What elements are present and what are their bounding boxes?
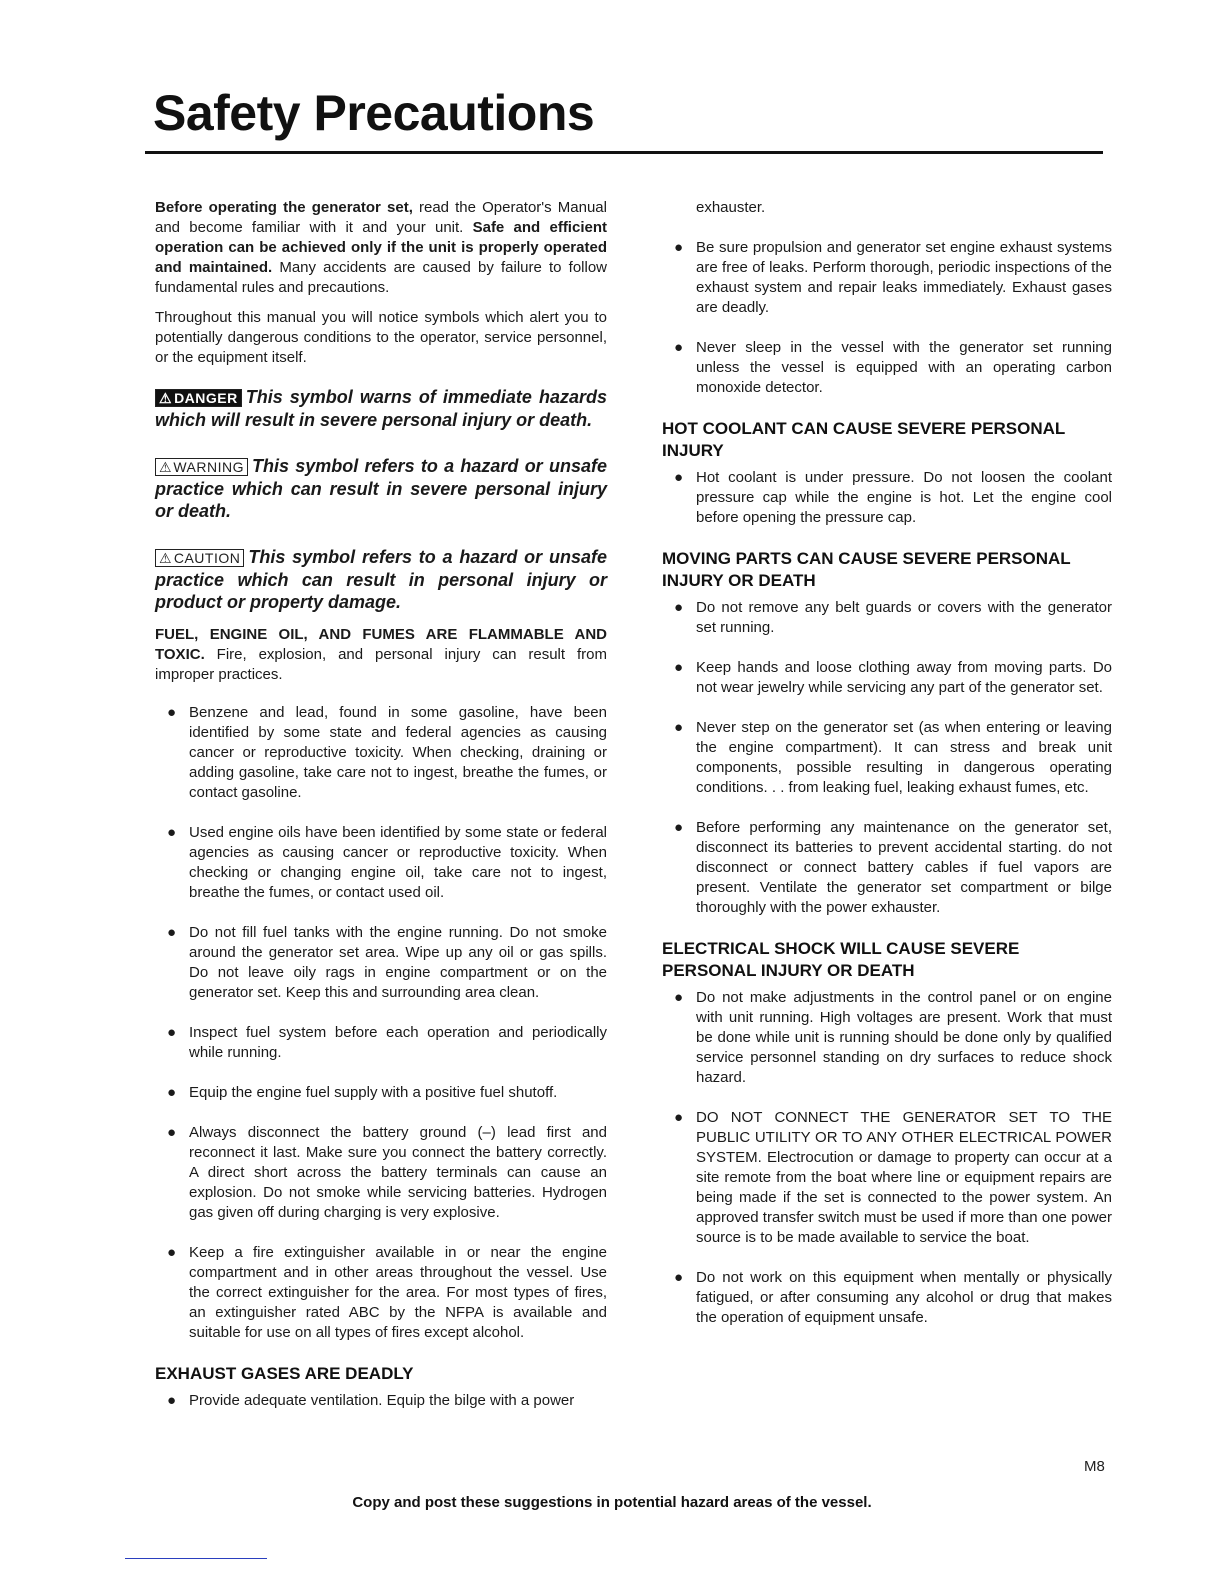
- bullet-icon: ●: [167, 1124, 177, 1141]
- fuel-text: Fire, explosion, and personal injury can result from improper practices.: [155, 646, 607, 683]
- symbols-intro-paragraph: Throughout this manual you will notice symbols which alert you to potentially dangerous conditions to the operator, service personnel, or the equipment itself.: [155, 309, 607, 366]
- bullet-icon: ●: [674, 659, 684, 676]
- moving-parts-heading: MOVING PARTS CAN CAUSE SEVERE PERSONAL INJURY OR DEATH: [662, 549, 1071, 590]
- warning-text: This symbol refers to a hazard or unsafe practice which can result in severe personal injury or death.: [155, 456, 607, 521]
- bullet-icon: ●: [674, 339, 684, 356]
- bullet-icon: ●: [167, 824, 177, 841]
- list-item: ● Do not work on this equipment when mentally or physically fatigued, or after consuming any alcohol or drug that makes the operation of equipment unsafe.: [674, 1269, 1112, 1326]
- bullet-icon: ●: [674, 1269, 684, 1286]
- electrical-bullet-list: [662, 988, 1112, 1328]
- list-item: ● Hot coolant is under pressure. Do not loosen the coolant pressure cap while the engine is hot. Let the engine cool before opening the pressure cap.: [674, 469, 1112, 526]
- list-item: ● Before performing any maintenance on the generator set, disconnect its batteries to prevent accidental starting. do not disconnect or connect battery cables if fuel vapors are present. Ventilate the generator set compartment or bilge thoroughly with the power exhauster.: [674, 819, 1112, 916]
- moving-parts-bullet-list: [662, 598, 1112, 918]
- bullet-icon: ●: [674, 819, 684, 836]
- footer-note: Copy and post these suggestions in potential hazard areas of the vessel.: [352, 1494, 872, 1511]
- intro-text-1: read the Operator's Manual and become familiar with it and your unit.: [155, 199, 607, 236]
- caution-text: This symbol refers to a hazard or unsafe practice which can result in personal injury or product or property damage.: [155, 547, 607, 612]
- bullet-icon: ●: [674, 719, 684, 736]
- list-item: ● Provide adequate ventilation. Equip the bilge with a power: [167, 1392, 575, 1409]
- list-item: ● Do not fill fuel tanks with the engine running. Do not smoke around the generator set area. Wipe up any oil or gas spills. Do not leave oily rags in engine compartment or on the generator set. Keep this and surrounding area clean.: [167, 924, 607, 1001]
- intro-paragraph: [155, 198, 607, 298]
- list-item: ● Inspect fuel system before each operation and periodically while running.: [167, 1024, 607, 1061]
- danger-label: ⚠DANGER: [155, 389, 242, 407]
- exhaust-bullet-list: [662, 238, 1112, 398]
- exhaust-heading: EXHAUST GASES ARE DEADLY: [155, 1364, 414, 1383]
- intro-bold-2: Safe and efficient operation can be achieved only if the unit is properly operated and maintained.: [155, 219, 607, 276]
- bullet-icon: ●: [167, 704, 177, 721]
- warning-label: ⚠WARNING: [155, 458, 248, 476]
- bullet-icon: ●: [674, 599, 684, 616]
- bullet-icon: ●: [167, 1392, 177, 1409]
- bullet-icon: ●: [167, 1084, 177, 1101]
- electrical-heading: ELECTRICAL SHOCK WILL CAUSE SEVERE PERSONAL INJURY OR DEATH: [662, 939, 1020, 980]
- caution-label: ⚠CAUTION: [155, 549, 244, 567]
- coolant-bullet-list: [662, 468, 1112, 528]
- warning-notice: [155, 455, 607, 522]
- danger-notice: [155, 386, 607, 431]
- right-column: [662, 198, 1112, 1338]
- exhaust-bullet-list-start: [155, 1391, 607, 1411]
- list-item: ● Do not remove any belt guards or covers with the generator set running.: [674, 599, 1112, 636]
- list-item: ● Do not make adjustments in the control panel or on engine with unit running. High voltages are present. Work that must be done while unit is running should be done only by qualified service personnel standing on dry surfaces to reduce shock hazard.: [674, 989, 1112, 1086]
- bullet-icon: ●: [674, 989, 684, 1006]
- caution-notice: [155, 546, 607, 613]
- page-title: Safety Precautions: [153, 85, 595, 141]
- page-code: M8: [1084, 1458, 1105, 1475]
- bullet-icon: ●: [674, 1109, 684, 1126]
- bottom-divider: [125, 1558, 267, 1559]
- left-column: [155, 198, 607, 1421]
- list-item: ● Equip the engine fuel supply with a positive fuel shutoff.: [167, 1084, 558, 1101]
- list-item: ● DO NOT CONNECT THE GENERATOR SET TO THE PUBLIC UTILITY OR TO ANY OTHER ELECTRICAL POWER SYSTEM. Electrocution or damage to property can occur at a site remote from the boat where line or equipment repairs are being made if the set is connected to the power system. An approved transfer switch must be used if more than one power source is to be made available to service the boat.: [674, 1109, 1112, 1246]
- list-item: ● Always disconnect the battery ground (–) lead first and reconnect it last. Make sure you connect the battery correctly. A direct short across the battery terminals can cause an explosion. Do not smoke while servicing batteries. Hydrogen gas given off during charging is very explosive.: [167, 1124, 607, 1221]
- fuel-bullet-list: [155, 703, 607, 1343]
- intro-text-2: Many accidents are caused by failure to follow fundamental rules and precautions.: [155, 259, 607, 296]
- intro-bold-1: Before operating the generator set,: [155, 199, 413, 216]
- bullet-icon: ●: [167, 1244, 177, 1261]
- bullet-icon: ●: [167, 1024, 177, 1041]
- bullet-icon: ●: [674, 469, 684, 486]
- list-item: ● Never sleep in the vessel with the generator set running unless the vessel is equipped with an operating carbon monoxide detector.: [674, 339, 1112, 396]
- list-item: ● Be sure propulsion and generator set engine exhaust systems are free of leaks. Perform thorough, periodic inspections of the exhaust system and repair leaks immediately. Exhaust gases are deadly.: [674, 239, 1112, 316]
- list-item: ● Used engine oils have been identified by some state or federal agencies as causing cancer or reproductive toxicity. When checking or changing engine oil, take care not to ingest, breathe the fumes, or contact used oil.: [167, 824, 607, 901]
- fuel-heading: FUEL, ENGINE OIL, AND FUMES ARE FLAMMABLE AND TOXIC.: [155, 626, 607, 663]
- exhaust-bullet-continuation: exhauster.: [696, 199, 766, 216]
- list-item: ● Keep hands and loose clothing away from moving parts. Do not wear jewelry while servicing any part of the generator set.: [674, 659, 1112, 696]
- danger-text: This symbol warns of immediate hazards which will result in severe personal injury or death.: [155, 387, 607, 430]
- coolant-heading: HOT COOLANT CAN CAUSE SEVERE PERSONAL INJURY: [662, 419, 1066, 460]
- fuel-paragraph: [155, 625, 607, 685]
- bullet-icon: ●: [167, 924, 177, 941]
- list-item: ● Keep a fire extinguisher available in or near the engine compartment and in other areas throughout the vessel. Use the correct extinguisher for the area. For most types of fires, an extinguisher rated ABC by the NFPA is available and suitable for use on all types of fires except alcohol.: [167, 1244, 607, 1341]
- list-item: ● Benzene and lead, found in some gasoline, have been identified by some state and federal agencies as causing cancer or reproductive toxicity. When checking, draining or adding gasoline, take care not to ingest, breathe the fumes, or contact gasoline.: [167, 704, 607, 801]
- title-rule: [145, 151, 1103, 154]
- list-item: ● Never step on the generator set (as when entering or leaving the engine compartment). It can stress and break unit components, possible resulting in dangerous operating conditions. . . from leaking fuel, leaking exhaust fumes, etc.: [674, 719, 1112, 796]
- bullet-icon: ●: [674, 239, 684, 256]
